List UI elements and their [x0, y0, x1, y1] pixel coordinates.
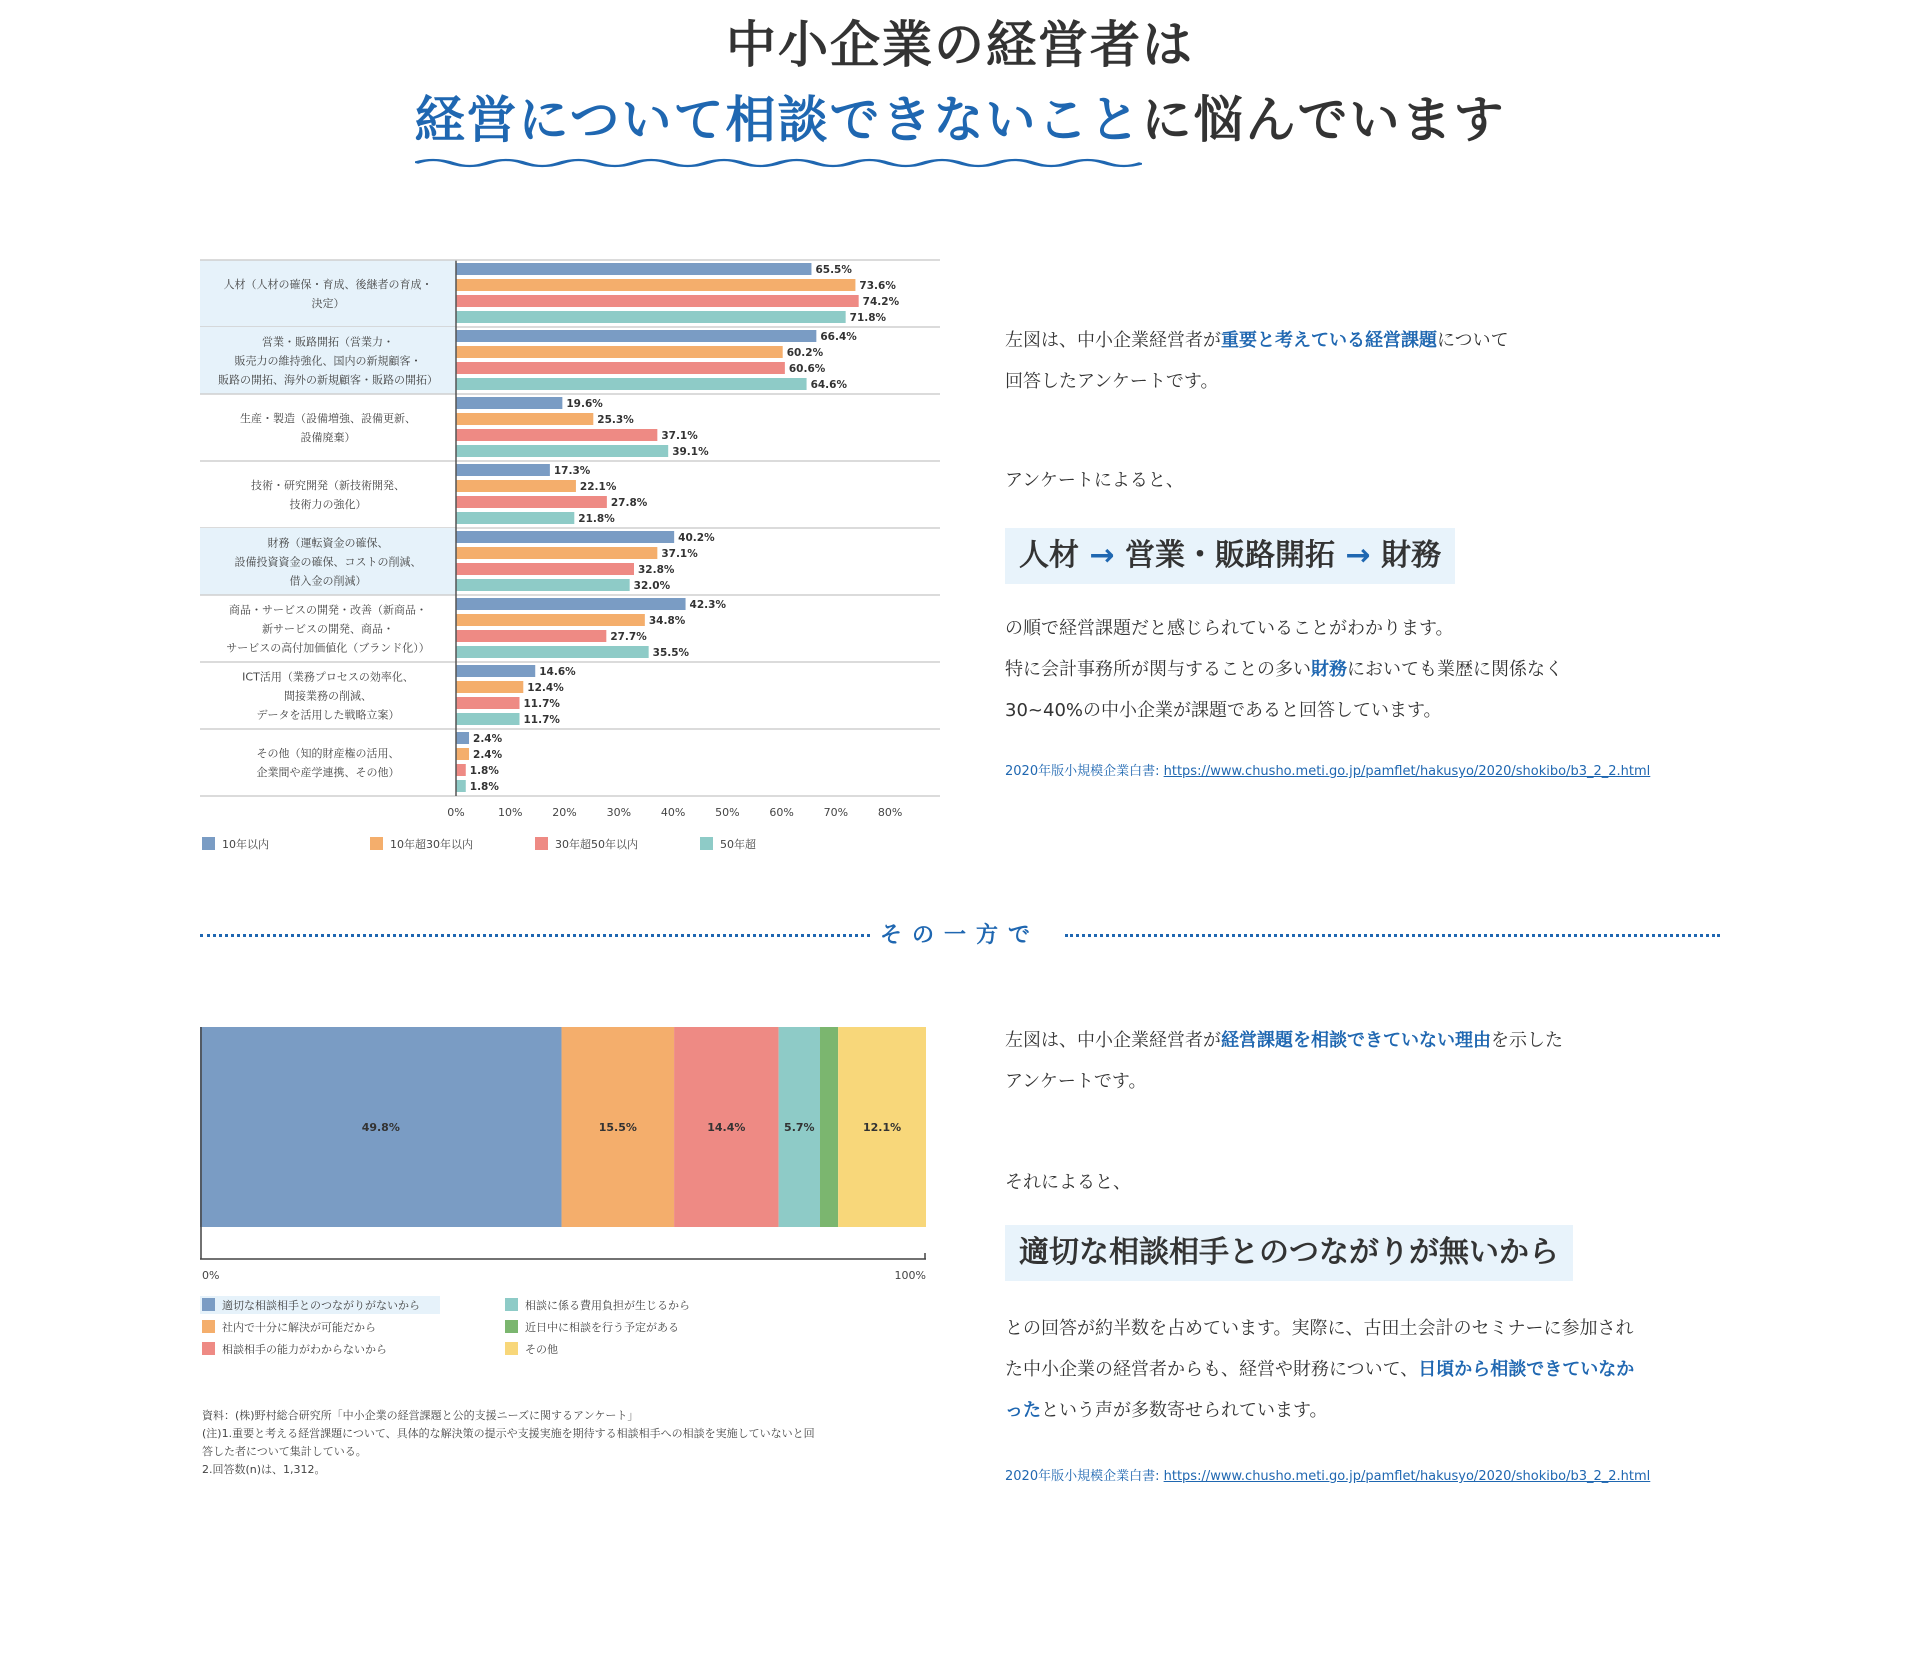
x-tick-label: 50%: [715, 806, 740, 819]
category-label: その他（知的財産権の活用、: [256, 747, 400, 760]
bar-value-label: 74.2%: [862, 296, 900, 308]
category-label: 設備廃棄）: [300, 431, 356, 444]
ranking-item-1: 人材: [1019, 538, 1079, 573]
section1-p1-b: について: [1437, 330, 1509, 351]
section2-intro: [1005, 1020, 1765, 1102]
business-issues-chart: [200, 255, 940, 855]
section2-p1-emphasis: 経営課題を相談できていない理由: [1221, 1030, 1491, 1051]
bar-value-label: 12.4%: [527, 682, 564, 694]
bar-2: [456, 697, 519, 709]
ranking-arrow-1: →: [1089, 538, 1115, 573]
category-label: 技術力の強化）: [289, 498, 367, 511]
bar-1: [456, 614, 645, 626]
bar-2: [456, 295, 859, 307]
bar-3: [456, 311, 846, 323]
section1-intro: [1005, 320, 1765, 402]
category-label: 企業間や産学連携、その他）: [256, 766, 400, 779]
section1-source-label: 2020年版小規模企業白書:: [1005, 764, 1164, 779]
bar-value-label: 60.6%: [788, 363, 826, 375]
section2-p2: それによると、: [1005, 1172, 1131, 1193]
legend-label: 適切な相談相手とのつながりがないから: [222, 1299, 420, 1312]
legend-label: 10年超30年以内: [390, 838, 473, 851]
legend-swatch: [700, 837, 713, 850]
legend-label: その他: [525, 1343, 558, 1356]
section1-p2: アンケートによると、: [1005, 470, 1184, 491]
bar-3: [456, 646, 649, 658]
category-label: 借入金の削減）: [289, 574, 367, 588]
bar-3: [456, 579, 630, 591]
bar-3: [456, 512, 574, 524]
bar-value-label: 40.2%: [678, 532, 715, 544]
bar-value-label: 60.2%: [786, 347, 824, 359]
heading-line2: [0, 80, 1920, 160]
legend-swatch: [505, 1298, 518, 1311]
category-label: 技術・研究開発（新技術開発、: [251, 479, 405, 492]
x-tick-label: 20%: [552, 806, 577, 819]
bar-value-label: 17.3%: [553, 465, 591, 477]
section2-reason-box: 適切な相談相手とのつながりが無いから: [1005, 1225, 1573, 1281]
legend-label: 社内で十分に解決が可能だから: [222, 1321, 376, 1334]
bar-value-label: 34.8%: [648, 615, 686, 627]
category-label: 間接業務の削減、: [284, 689, 372, 703]
legend-label: 50年超: [720, 838, 756, 851]
divider-text: その一方で: [879, 923, 1040, 948]
section1-p1-emphasis: 重要と考えている経営課題: [1221, 330, 1437, 351]
category-label: 人材（人材の確保・育成、後継者の育成・: [223, 278, 433, 291]
bar-3: [456, 713, 519, 725]
bar-2: [456, 764, 466, 776]
bar-2: [456, 630, 606, 642]
section1-body: [1005, 608, 1805, 731]
heading-highlight: [415, 80, 1142, 160]
x-axis-label-start: 0%: [202, 1269, 220, 1282]
x-tick-label: 40%: [660, 806, 686, 819]
ranking-arrow-2: →: [1345, 538, 1371, 573]
bar-0: [456, 598, 686, 610]
bar-2: [456, 429, 657, 441]
bar-0: [456, 263, 811, 275]
bar-value-label: 27.8%: [610, 497, 648, 509]
heading-highlight-text: 経営について相談できないこと: [414, 91, 1142, 149]
legend-swatch: [202, 1298, 215, 1311]
category-label: 生産・製造（設備増強、設備更新、: [240, 412, 416, 425]
legend-swatch: [535, 837, 548, 850]
legend-label: 30年超50年以内: [555, 838, 638, 851]
segment-value-label: 14.4%: [707, 1121, 746, 1134]
bar-value-label: 71.8%: [849, 312, 887, 324]
segment-value-label: 49.8%: [361, 1121, 400, 1134]
bar-value-label: 65.5%: [815, 264, 852, 276]
bar-value-label: 1.8%: [469, 765, 499, 777]
divider-line-left: [200, 934, 870, 937]
section1-p4-a: 特に会計事務所が関与することの多い: [1005, 659, 1311, 680]
section2-p3-line3-b: という声が多数寄せられています。: [1041, 1400, 1328, 1421]
segment-value-label: 5.7%: [784, 1121, 815, 1134]
consultation-reasons-chart-svg: [200, 1025, 940, 1485]
bar-value-label: 27.7%: [610, 631, 647, 643]
bar-value-label: 64.6%: [810, 379, 848, 391]
heading-line1: 中小企業の経営者は: [726, 16, 1194, 74]
bar-value-label: 2.4%: [473, 749, 503, 761]
category-label: 営業・販路開拓（営業力・: [262, 335, 394, 349]
bar-2: [456, 496, 607, 508]
bar-value-label: 73.6%: [859, 280, 896, 292]
legend-label: 相談に係る費用負担が生じるから: [525, 1299, 690, 1312]
stacked-segment-4: [820, 1027, 838, 1227]
legend-swatch: [202, 837, 215, 850]
segment-value-label: 12.1%: [862, 1121, 902, 1134]
bar-value-label: 14.6%: [539, 666, 576, 678]
consultation-reasons-chart: [200, 1025, 940, 1485]
section2-p3-line1: との回答が約半数を占めています。実際に、古田土会計のセミナーに参加され: [1005, 1318, 1634, 1339]
bar-2: [456, 362, 785, 374]
bar-1: [456, 681, 523, 693]
category-label: 財務（運転資金の確保、: [267, 536, 389, 550]
bar-3: [456, 780, 466, 792]
bar-1: [456, 346, 783, 358]
bar-1: [456, 480, 576, 492]
divider-line-right: [1065, 934, 1720, 937]
bar-value-label: 25.3%: [597, 414, 634, 426]
category-label: 販路の開拓、海外の新規顧客・販路の開拓）: [218, 373, 438, 387]
section1-p4-emphasis: 財務: [1311, 659, 1347, 680]
bar-1: [456, 279, 855, 291]
x-tick-label: 60%: [769, 806, 794, 819]
section2-p3-line2-emphasis: 日頃から相談できていなか: [1418, 1359, 1635, 1380]
wavy-underline: [415, 156, 1142, 170]
legend-label: 近日中に相談を行う予定がある: [525, 1321, 679, 1334]
x-tick-label: 30%: [606, 806, 632, 819]
bar-0: [456, 732, 469, 744]
section2-p1-a: 左図は、中小企業経営者が: [1005, 1030, 1221, 1051]
section2-p3-line3-emphasis: った: [1005, 1400, 1041, 1421]
bar-value-label: 19.6%: [566, 398, 603, 410]
legend-label: 相談相手の能力がわからないから: [222, 1343, 387, 1356]
bar-0: [456, 397, 562, 409]
business-issues-chart-svg: [200, 255, 940, 855]
category-label: 商品・サービスの開発・改善（新商品・: [229, 603, 427, 617]
segment-value-label: 15.5%: [598, 1121, 637, 1134]
bar-value-label: 32.0%: [633, 580, 671, 592]
bar-1: [456, 413, 593, 425]
chart-note: 資料：(株)野村総合研究所「中小企業の経営課題と公的支援ニーズに関するアンケート」: [202, 1409, 639, 1422]
category-label: 設備投資資金の確保、コストの削減、: [234, 555, 422, 569]
section1-p4-b: においても業歴に関係なく: [1347, 659, 1563, 680]
section1-source: [1005, 760, 1650, 779]
bar-value-label: 11.7%: [523, 714, 560, 726]
heading-rest-text: に悩んでいます: [1141, 91, 1506, 149]
x-tick-label: 70%: [823, 806, 849, 819]
category-label: ICT活用（業務プロセスの効率化、: [242, 670, 414, 684]
bar-1: [456, 748, 469, 760]
section2-source: [1005, 1465, 1650, 1484]
bar-value-label: 22.1%: [579, 481, 617, 493]
bar-value-label: 42.3%: [689, 599, 726, 611]
section1-p3: の順で経営課題だと感じられていることがわかります。: [1005, 618, 1454, 639]
category-label: 販売力の維持強化、国内の新規顧客・: [234, 354, 422, 368]
bar-2: [456, 563, 634, 575]
section1-p5: 30~40%の中小企業が課題であると回答しています。: [1005, 700, 1442, 721]
ranking-item-3: 財務: [1381, 538, 1442, 573]
section2-source-label: 2020年版小規模企業白書:: [1005, 1469, 1164, 1484]
legend-swatch: [202, 1320, 215, 1333]
bar-0: [456, 665, 535, 677]
category-label: サービスの高付加価値化（ブランド化））: [226, 641, 430, 655]
section2-p3-line2-a: た中小企業の経営者からも、経営や財務について、: [1005, 1359, 1419, 1380]
section2-p1-b: を示した: [1491, 1030, 1563, 1051]
section2-body: [1005, 1308, 1805, 1431]
bar-3: [456, 378, 807, 390]
section1-source-link[interactable]: https://www.chusho.meti.go.jp/pamflet/hakusyo/2020/shokibo/b3_2_2.html: [1163, 764, 1651, 779]
x-tick-label: 0%: [447, 806, 465, 819]
category-label: データを活用した戦略立案）: [256, 708, 400, 722]
x-tick-label: 10%: [498, 806, 523, 819]
bar-0: [456, 330, 816, 342]
legend-swatch: [505, 1320, 518, 1333]
bar-value-label: 32.8%: [638, 564, 675, 576]
bar-value-label: 11.7%: [523, 698, 560, 710]
bar-value-label: 2.4%: [473, 733, 503, 745]
chart-note: 答した者について集計している。: [202, 1445, 367, 1458]
legend-swatch: [370, 837, 383, 850]
legend-label: 10年以内: [222, 838, 269, 851]
category-label: 新サービスの開発、商品・: [262, 622, 394, 636]
x-tick-label: 80%: [877, 806, 903, 819]
bar-value-label: 35.5%: [652, 647, 690, 659]
bar-value-label: 39.1%: [672, 446, 709, 458]
category-label-bg: [200, 260, 456, 327]
bar-value-label: 21.8%: [578, 513, 615, 525]
bar-value-label: 37.1%: [661, 548, 698, 560]
section1-ranking-box: [1005, 528, 1455, 584]
legend-swatch: [202, 1342, 215, 1355]
section2-p1-c: アンケートです。: [1005, 1071, 1147, 1092]
legend-swatch: [505, 1342, 518, 1355]
chart-note: (注)1.重要と考える経営課題について、具体的な解決策の提示や支援実施を期待する相談相手への相談を実施していないと回: [202, 1427, 815, 1440]
bar-0: [456, 464, 550, 476]
ranking-item-2: 営業・販路開拓: [1125, 538, 1336, 573]
section1-p1-c: 回答したアンケートです。: [1005, 371, 1219, 392]
page-heading: [0, 10, 1920, 160]
bar-value-label: 66.4%: [820, 331, 857, 343]
bar-value-label: 37.1%: [661, 430, 698, 442]
category-label: 決定）: [311, 297, 345, 310]
section1-p1-a: 左図は、中小企業経営者が: [1005, 330, 1221, 351]
bar-value-label: 1.8%: [469, 781, 499, 793]
chart-note: 2.回答数(n)は、1,312。: [202, 1463, 326, 1476]
x-axis-label-end: 100%: [894, 1269, 926, 1282]
section2-source-link[interactable]: https://www.chusho.meti.go.jp/pamflet/hakusyo/2020/shokibo/b3_2_2.html: [1163, 1469, 1651, 1484]
bar-0: [456, 531, 674, 543]
bar-3: [456, 445, 668, 457]
bar-1: [456, 547, 657, 559]
